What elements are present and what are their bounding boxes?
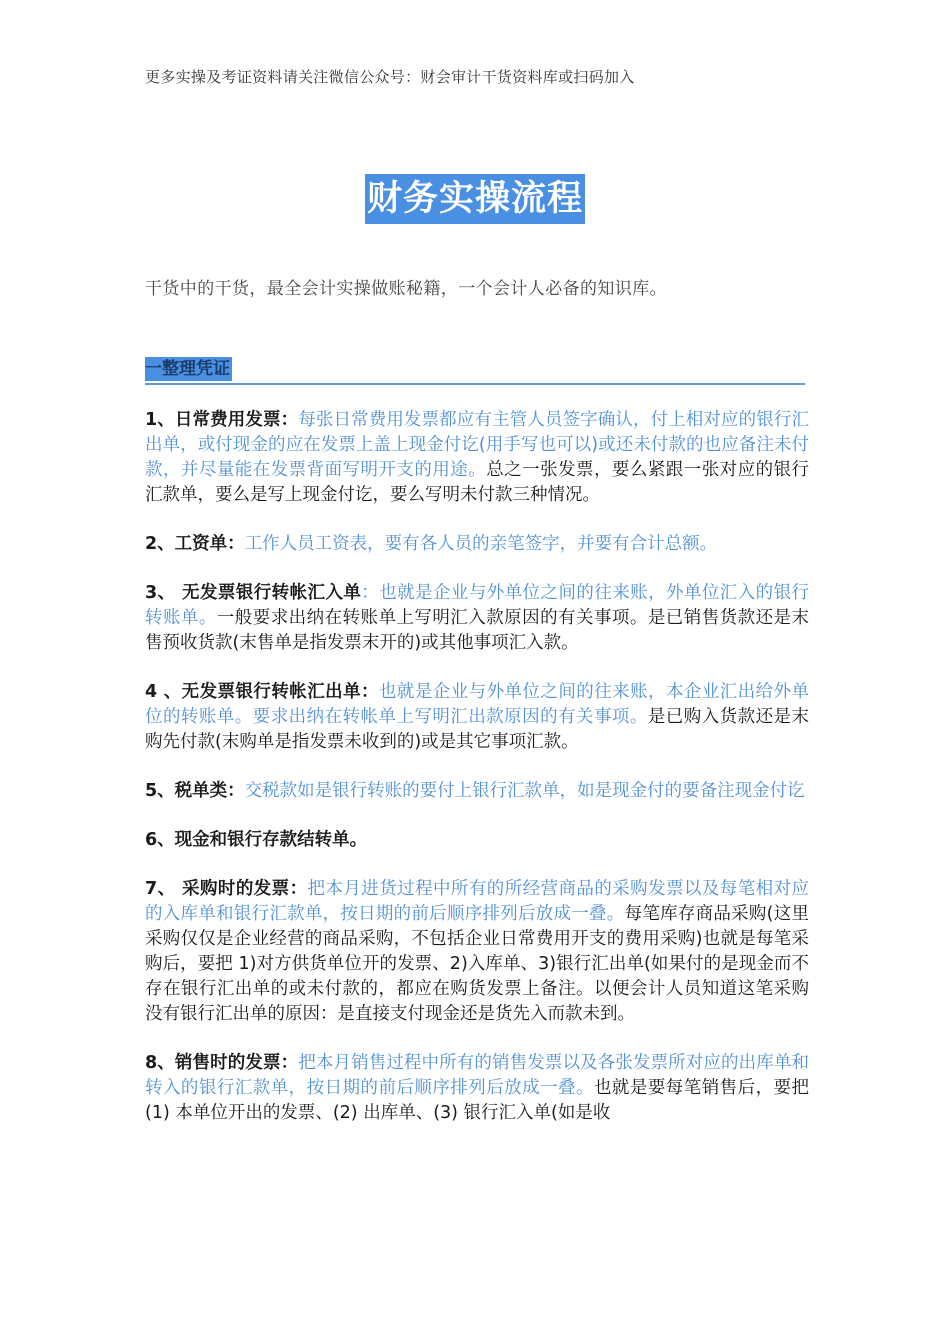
- paragraph-highlight: 把本月销售过程中所有的销售发票以及各张发票所对应的出库单和转入的银行汇款单，按日期的前后顺序排列后放成一叠。: [145, 1053, 809, 1098]
- paragraph-key: 4 、无发票银行转帐汇出单：: [145, 682, 379, 702]
- paragraph-3: [145, 581, 809, 656]
- paragraph-text: 每笔库存商品采购(这里采购仅仅是企业经营的商品采购，不包括企业日常费用开支的费用采购)也就是每笔采购后，要把 1)对方供货单位开的发票、2)入库单、3)银行汇出单(如果付的是现金而不存在银行汇出单的或未付款的，都应在购货发票上备注。以便会计人员知道这笔采购没有银行汇出单的原因：是直接支付现金还是货先入而款未到。: [145, 904, 810, 1024]
- paragraph-highlight: ：也就是企业与外单位之间的往来账，外单位汇入的银行转账单。: [145, 583, 809, 628]
- paragraph-highlight: 交税款如是银行转账的要付上银行汇款单，如是现金付的要备注现金付讫: [244, 781, 805, 801]
- paragraph-5: [145, 779, 809, 804]
- paragraph-text: 也就是要每笔销售后，要把 (1) 本单位开出的发票、(2) 出库单、(3) 银行汇入单(如是收: [145, 1078, 810, 1123]
- paragraph-key: 2、工资单：: [145, 534, 245, 554]
- paragraph-6: [145, 828, 809, 853]
- paragraph-highlight: 每张日常费用发票都应有主管人员签字确认，付上相对应的银行汇出单，或付现金的应在发票上盖上现金付讫(用手写也可以)或还未付款的也应备注未付款，并尽量能在发票背面写明开支的用途。: [145, 410, 809, 480]
- header-note: 更多实操及考证资料请关注微信公众号：财会审计干货资料库或扫码加入: [145, 68, 635, 86]
- paragraph-text: 是已购入货款还是末购先付款(末购单是指发票未收到的)或是其它事项汇款。: [145, 707, 810, 752]
- paragraph-key: 1、日常费用发票：: [145, 410, 299, 430]
- intro-text: 干货中的干货，最全会计实操做账秘籍，一个会计人必备的知识库。: [145, 279, 667, 299]
- section-heading-label: 一整理凭证: [145, 359, 230, 379]
- title-container: [0, 174, 950, 224]
- paragraph-key: 6、现金和银行存款结转单。: [145, 830, 368, 850]
- paragraph-highlight: 把本月进货过程中所有的所经营商品的采购发票以及每笔相对应的入库单和银行汇款单，按日期的前后顺序排列后放成一叠。: [145, 879, 809, 924]
- paragraph-highlight: 也就是企业与外单位之间的往来账，本企业汇出给外单位的转账单。要求出纳在转帐单上写明汇出款原因的有关事项。: [145, 682, 809, 727]
- paragraph-2: [145, 532, 809, 557]
- paragraph-text: 总之一张发票，要么紧跟一张对应的银行汇款单，要么是写上现金付讫，要么写明未付款三种情况。: [145, 460, 810, 505]
- paragraph-7: [145, 877, 809, 1027]
- paragraph-key: 3、 无发票银行转帐汇入单: [145, 583, 362, 603]
- paragraph-key: 5、税单类：: [145, 781, 245, 801]
- paragraph-8: [145, 1051, 809, 1126]
- section-heading: [145, 357, 805, 385]
- page-title: 财务实操流程: [365, 174, 585, 224]
- paragraph-key: 8、销售时的发票：: [145, 1053, 299, 1073]
- content-body: [145, 408, 809, 1150]
- paragraph-4: [145, 680, 809, 755]
- paragraph-highlight: 工作人员工资表，要有各人员的亲笔签字，并要有合计总额。: [244, 534, 718, 554]
- paragraph-text: 一般要求出纳在转账单上写明汇入款原因的有关事项。是已销售货款还是末售预收货款(末售单是指发票末开的)或其他事项汇入款。: [145, 608, 810, 653]
- paragraph-1: [145, 408, 809, 508]
- paragraph-key: 7、 采购时的发票：: [145, 879, 308, 899]
